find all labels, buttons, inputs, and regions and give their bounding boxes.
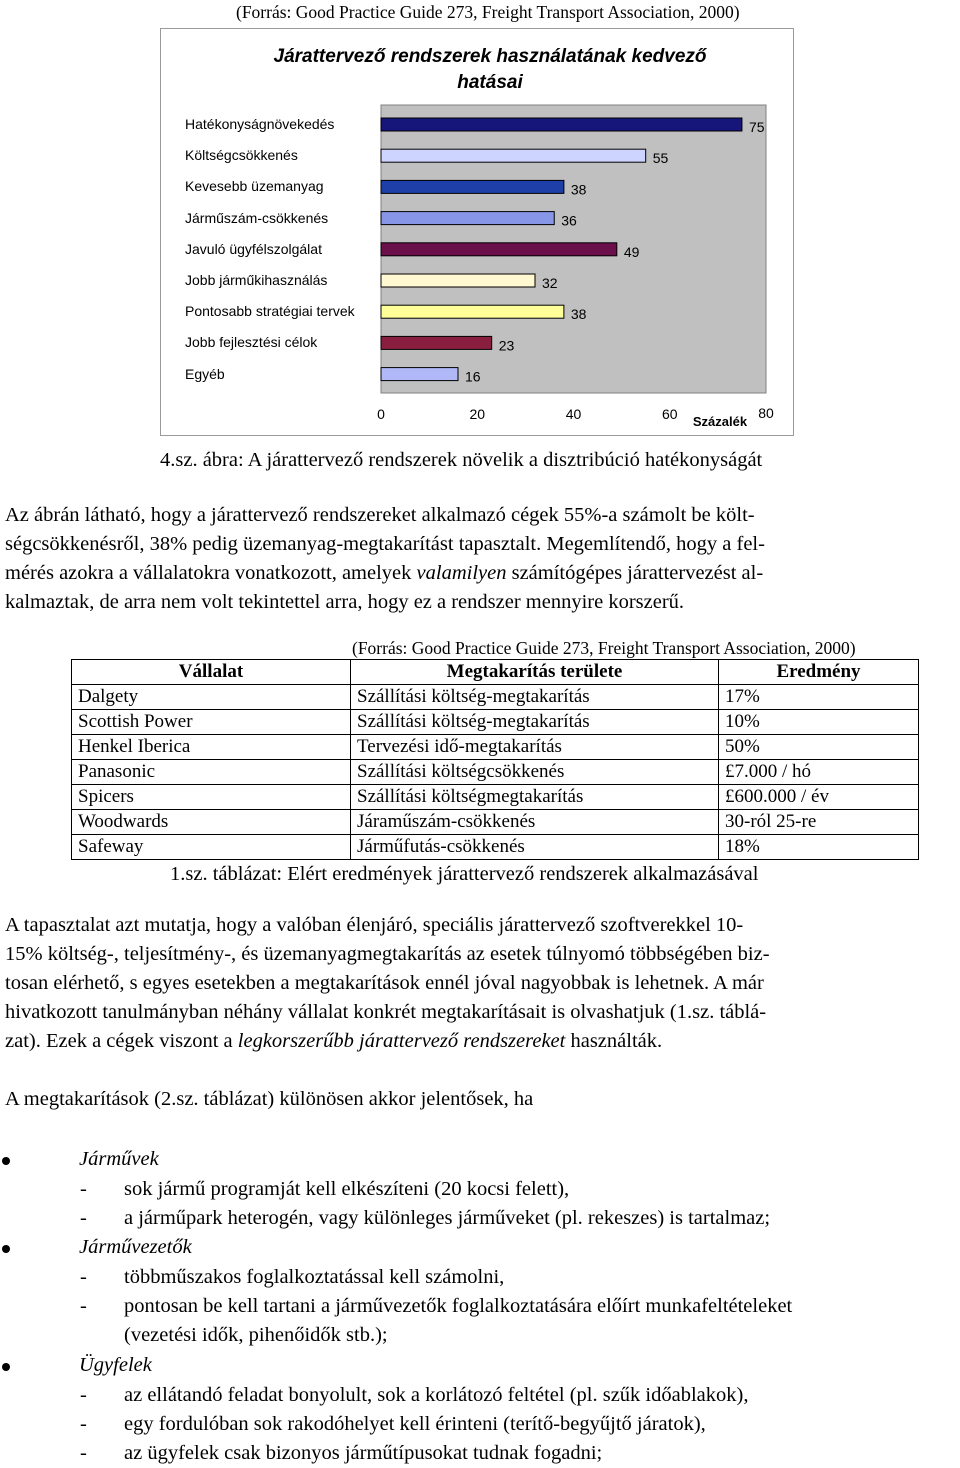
table-cell: Szállítási költség-megtakarítás (351, 710, 719, 735)
category-label: Pontosabb stratégiai tervek (185, 303, 355, 320)
table-cell: Woodwards (72, 810, 351, 835)
bar-5 (381, 243, 617, 256)
p2-line5: zat). Ezek a cégek viszont a legkorszerűbb járattervező rendszereket használták. (5, 1030, 663, 1052)
bar-3 (381, 180, 564, 193)
bullet-dot (2, 1233, 10, 1259)
p1-line2: ségcsökkenésről, 38% pedig üzemanyag-megtakarítást tapasztalt. Megemlítendő, hogy a fel- (5, 533, 765, 555)
table-cell: Szállítási költségcsökkenés (351, 760, 719, 785)
bullet-dot (2, 1145, 10, 1171)
p1-line4: kalmaztak, de arra nem volt tekintettel arra, hogy ez a rendszer mennyire korszerű. (5, 591, 685, 613)
table-row (72, 810, 919, 835)
table-cell: Tervezési idő-megtakarítás (351, 735, 719, 760)
header-result: Eredmény (719, 660, 919, 685)
list-item: többműszakos foglalkoztatással kell számolni, (124, 1266, 505, 1288)
table-cell: Szállítási költség-megtakarítás (351, 685, 719, 710)
chart-title-line1: Járattervező rendszerek használatának kedvező (273, 46, 707, 67)
table-row (72, 735, 919, 760)
list-item: pontosan be kell tartani a járművezetők foglalkoztatására előírt munkafeltételeket (124, 1295, 793, 1317)
emphasis-legkorszerubb: legkorszerűbb járattervező rendszereket (237, 1030, 566, 1052)
table-cell: 18% (719, 835, 919, 860)
p1-line3: mérés azokra a vállalatokra vonatkozott, amelyek valamilyen számítógépes járattervezést al- (5, 562, 764, 584)
category-label: Jobb járműkihasználás (185, 272, 328, 288)
table-row (72, 710, 919, 735)
table-cell: Scottish Power (72, 710, 351, 735)
bar-value-label: 49 (623, 243, 640, 260)
x-tick-label: 20 (469, 406, 486, 422)
category-label: Költségcsökkenés (185, 147, 298, 164)
category-label: Kevesebb üzemanyag (185, 178, 324, 195)
table-cell: Safeway (72, 835, 351, 860)
bullet-title: Ügyfelek (79, 1354, 152, 1376)
bar-value-label: 16 (465, 368, 481, 385)
dash-marker: - (80, 1178, 87, 1200)
p2-line1: A tapasztalat azt mutatja, hogy a valóban élenjáró, speciális járattervező szoftverekkel 10- (5, 914, 744, 936)
x-tick-label: 60 (661, 406, 678, 422)
bar-6 (381, 274, 535, 287)
x-tick-label: 0 (377, 406, 385, 422)
bullet-title: Járművezetők (79, 1236, 192, 1258)
results-table (71, 659, 919, 860)
category-label: Hatékonyságnövekedés (185, 116, 335, 132)
figure-caption: 4.sz. ábra: A járattervező rendszerek növelik a disztribúció hatékonyságát (160, 449, 763, 471)
p3: A megtakarítások (2.sz. táblázat) különösen akkor jelentősek, ha (5, 1088, 534, 1110)
bar-1 (381, 118, 742, 131)
list-item: az ellátandó feladat bonyolult, sok a korlátozó feltétel (pl. szűk időablakok), (124, 1384, 749, 1406)
table-cell: 10% (719, 710, 919, 735)
bar-value-label: 55 (652, 150, 669, 167)
table-header-row (72, 660, 919, 685)
category-label: Járműszám-csökkenés (185, 209, 329, 226)
list-item: sok jármű programját kell elkészíteni (20 kocsi felett), (124, 1178, 570, 1200)
list-item: (vezetési idők, pihenőidők stb.); (124, 1324, 388, 1346)
bar-value-label: 38 (570, 181, 587, 198)
table-caption: 1.sz. táblázat: Elért eredmények járattervező rendszerek alkalmazásával (170, 863, 759, 885)
table-cell: Járaműszám-csökkenés (351, 810, 719, 835)
p2-line4: hivatkozott tanulmányban néhány vállalat konkrét megtakarításait is olvashatjuk (1.sz. táblá- (5, 1001, 767, 1023)
table-cell: £7.000 / hó (719, 760, 919, 785)
dash-marker: - (80, 1266, 87, 1288)
p2-line3: tosan elérhető, s egyes esetekben a megtakarítások ennél jóval nagyobbak is lehetnek. A már (5, 972, 764, 994)
dash-marker: - (80, 1207, 87, 1229)
bar-value-label: 32 (542, 275, 558, 291)
table-row (72, 835, 919, 860)
bar-2 (381, 149, 646, 162)
x-tick-label: 80 (758, 405, 774, 421)
table-cell: Járműfutás-csökkenés (351, 835, 719, 860)
bar-chart (0, 0, 960, 440)
bar-value-label: 38 (570, 306, 587, 323)
list-item: a járműpark heterogén, vagy különleges járműveket (pl. rekeszes) is tartalmaz; (124, 1207, 771, 1229)
emphasis-valamilyen: valamilyen (416, 562, 507, 584)
table-cell: Henkel Iberica (72, 735, 351, 760)
table-cell: Spicers (72, 785, 351, 810)
bar-value-label: 75 (748, 119, 765, 135)
bar-value-label: 23 (498, 337, 515, 354)
x-tick-label: 40 (565, 406, 582, 422)
p1-line1: Az ábrán látható, hogy a járattervező rendszereket alkalmazó cégek 55%-a számolt be költ- (5, 504, 755, 526)
category-label: Jobb fejlesztési célok (185, 334, 318, 351)
bullet-title: Járművek (79, 1148, 159, 1170)
table-source: (Forrás: Good Practice Guide 273, Freight Transport Association, 2000) (352, 638, 856, 658)
p2-line2: 15% költség-, teljesítmény-, és üzemanyagmegtakarítás az esetek túlnyomó többségében biz- (5, 943, 770, 965)
table-cell: 50% (719, 735, 919, 760)
category-label: Egyéb (185, 365, 225, 382)
header-area: Megtakarítás területe (351, 660, 719, 685)
chart-source: (Forrás: Good Practice Guide 273, Freight Transport Association, 2000) (236, 2, 740, 22)
dash-marker: - (80, 1384, 87, 1406)
table-cell: Panasonic (72, 760, 351, 785)
bar-8 (381, 336, 492, 349)
bar-9 (381, 368, 458, 381)
table-row (72, 760, 919, 785)
header-company: Vállalat (72, 660, 351, 685)
table-cell: 30-ról 25-re (719, 810, 919, 835)
bar-4 (381, 212, 554, 225)
table-cell: 17% (719, 685, 919, 710)
table-cell: Szállítási költségmegtakarítás (351, 785, 719, 810)
table-row (72, 685, 919, 710)
dash-marker: - (80, 1413, 87, 1435)
list-item: egy fordulóban sok rakodóhelyet kell érinteni (terítő-begyűjtő járatok), (124, 1413, 706, 1435)
dash-marker: - (80, 1442, 87, 1464)
dash-marker: - (80, 1295, 87, 1317)
table-cell: Dalgety (72, 685, 351, 710)
bar-7 (381, 305, 564, 318)
list-item: az ügyfelek csak bizonyos járműtípusokat tudnak fogadni; (124, 1442, 603, 1464)
table-cell: £600.000 / év (719, 785, 919, 810)
category-label: Javuló ügyfélszolgálat (185, 240, 322, 257)
x-axis-label: Százalék (692, 414, 748, 429)
bar-value-label: 36 (561, 212, 577, 229)
chart-title-line2: hatásai (457, 72, 523, 93)
table-row (72, 785, 919, 810)
bullet-dot (2, 1351, 10, 1377)
